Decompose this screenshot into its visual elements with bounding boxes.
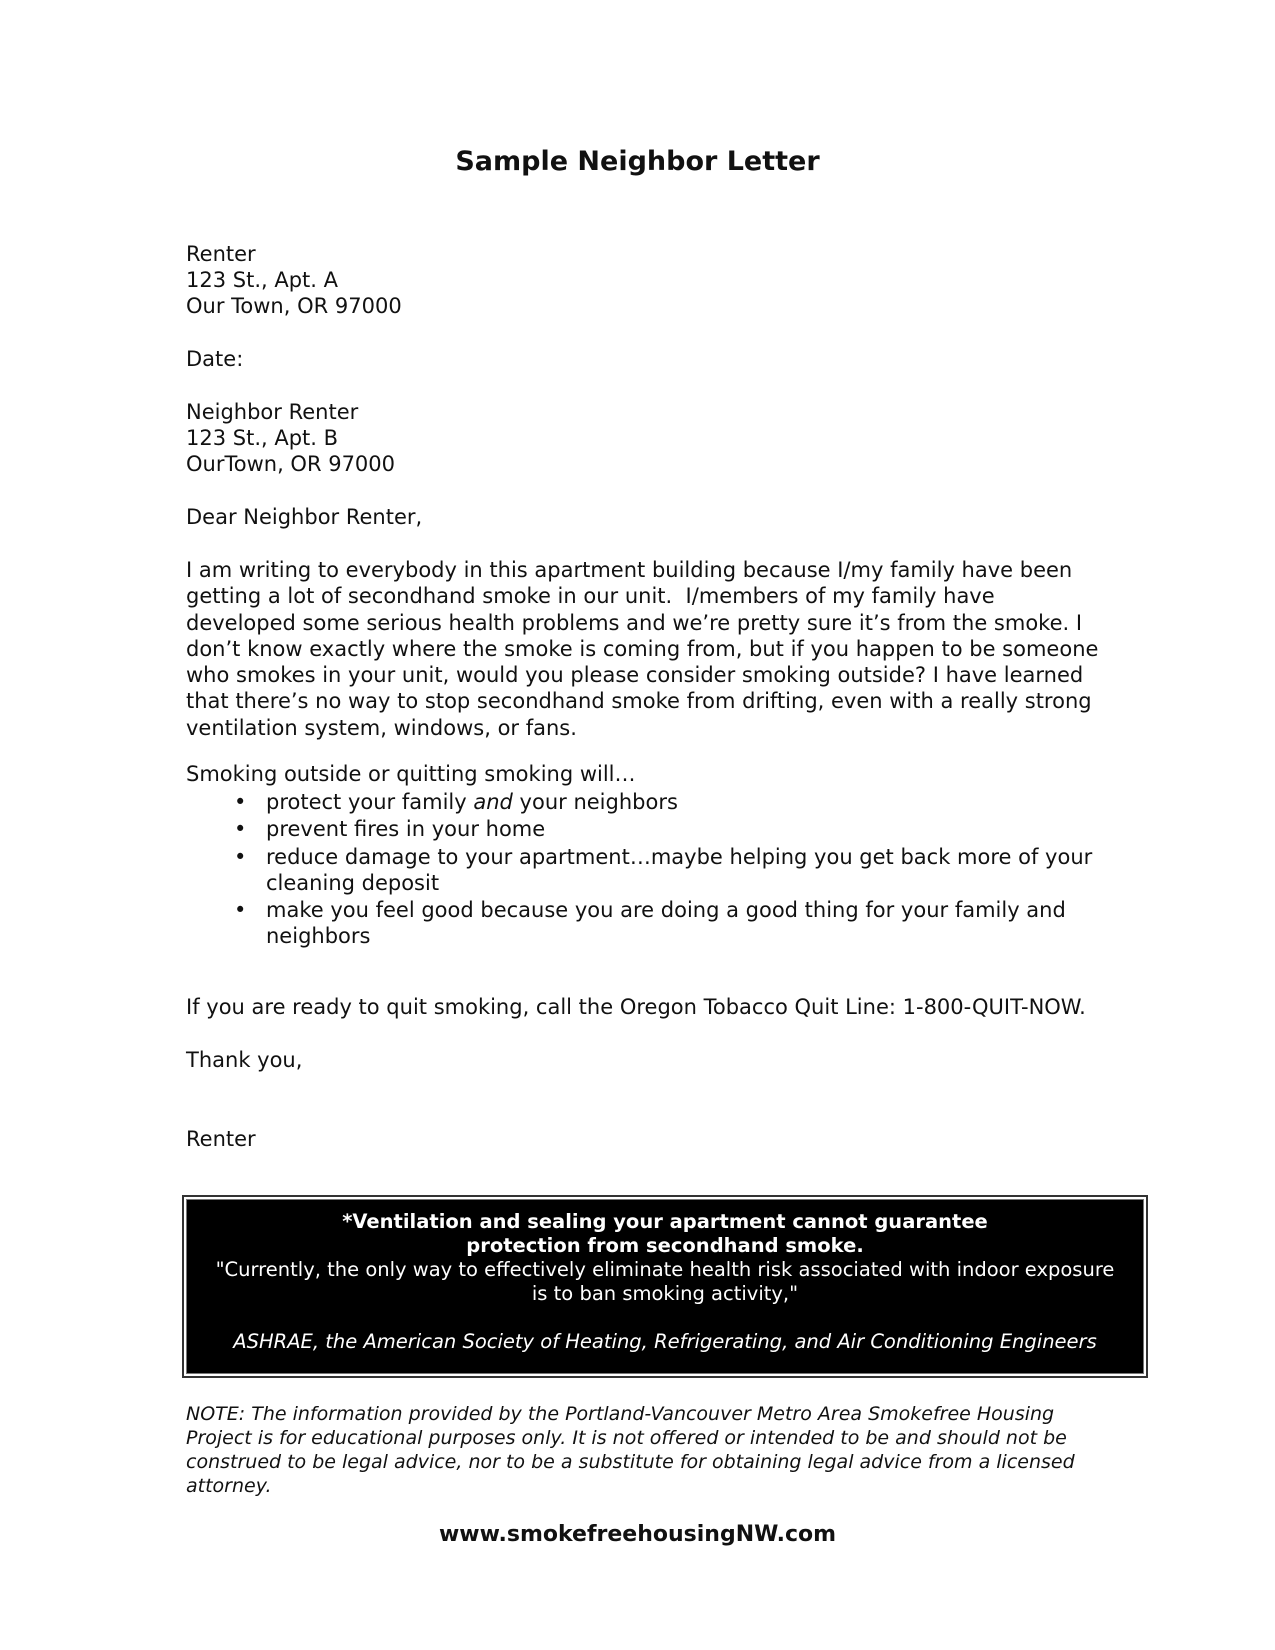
benefits-list [186,789,1093,951]
body-line: getting a lot of secondhand smoke in our unit. I/members of my family have [186,584,995,609]
recipient-address-line1: 123 St., Apt. B [186,426,339,450]
recipient-name: Neighbor Renter [186,400,359,424]
callout-quote-line1: "Currently, the only way to effectively eliminate health risk associated with indoor exposure [215,1258,1115,1281]
body-paragraph [186,557,1099,741]
callout-heading-line1: *Ventilation and sealing your apartment cannot guarantee [342,1210,988,1233]
bullet-icon: • [234,898,247,923]
bullet-icon: • [234,817,247,842]
list-intro: Smoking outside or quitting smoking will… [186,762,636,786]
salutation: Dear Neighbor Renter, [186,505,423,529]
bullet-text: your neighbors [512,790,678,814]
list-item [186,844,1093,897]
sender-address-line2: Our Town, OR 97000 [186,294,402,318]
sender-address-line1: 123 St., Apt. A [186,268,338,292]
list-item [186,816,1086,842]
list-item [186,789,1086,815]
body-line: don’t know exactly where the smoke is coming from, but if you happen to be someone [186,636,1099,661]
body-line: who smokes in your unit, would you please consider smoking outside? I have learned [186,663,1084,688]
document-title: Sample Neighbor Letter [455,146,820,177]
signature: Renter [186,1127,256,1151]
bullet-icon: • [234,790,247,814]
bullet-text: prevent fires in your home [266,817,546,842]
recipient-address-line2: OurTown, OR 97000 [186,452,396,476]
website-link[interactable]: www.smokefreehousingNW.com [438,1522,837,1547]
ventilation-callout-box [182,1195,1148,1378]
body-line: ventilation system, windows, or fans. [186,715,577,740]
bullet-text: cleaning deposit [266,870,440,895]
callout-attribution: ASHRAE, the American Society of Heating, Refrigerating, and Air Conditioning Engineers [233,1330,1097,1353]
bullet-text: protect your family [266,790,474,814]
bullet-emphasis: and [473,790,513,814]
body-line: that there’s no way to stop secondhand smoke from drifting, even with a really strong [186,689,1092,714]
bullet-text: reduce damage to your apartment…maybe helping you get back more of your [266,844,1093,869]
callout-heading-line2: protection from secondhand smoke. [466,1234,864,1257]
body-line: developed some serious health problems and we’re pretty sure it’s from the smoke. I [186,610,1083,635]
note-line: construed to be legal advice, nor to be a substitute for obtaining legal advice from a licensed [186,1451,1075,1473]
note-line: Project is for educational purposes only. It is not offered or intended to be and should not be [186,1427,1067,1449]
quit-line-info: If you are ready to quit smoking, call the Oregon Tobacco Quit Line: 1-800-QUIT-NOW. [186,995,1086,1019]
note-line: NOTE: The information provided by the Portland-Vancouver Metro Area Smokefree Housing [186,1403,1055,1425]
callout-quote-line2: is to ban smoking activity," [531,1282,799,1305]
legal-disclaimer-note [186,1402,1086,1498]
bullet-text: neighbors [266,924,371,949]
bullet-text: make you feel good because you are doing a good thing for your family and [266,898,1066,923]
sender-name: Renter [186,242,256,266]
date-label: Date: [186,347,244,371]
bullet-icon: • [234,844,247,869]
callout-box-inner [186,1199,1144,1374]
note-line: attorney. [186,1475,272,1497]
list-item [186,897,1086,950]
body-line: I am writing to everybody in this apartment building because I/my family have been [186,558,1073,582]
closing: Thank you, [186,1048,303,1072]
